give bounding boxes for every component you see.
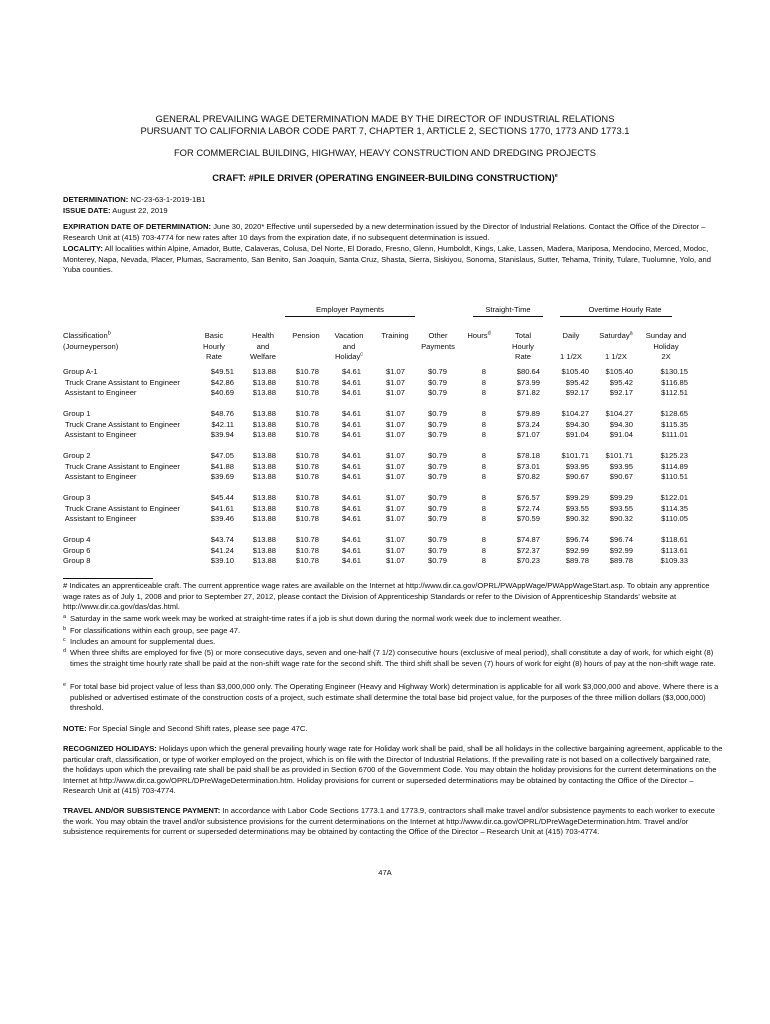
- footnote-b-mark: b: [63, 626, 67, 632]
- row-classification: Assistant to Engineer: [63, 472, 137, 481]
- cell-hours: 8: [481, 378, 486, 387]
- row-classification: Truck Crane Assistant to Engineer: [63, 420, 180, 429]
- footnote-e-mark: e: [63, 682, 67, 688]
- cell-training: $1.07: [385, 556, 405, 565]
- col-total-l2: Hourly: [512, 341, 534, 351]
- cell-saturday: $90.32: [609, 514, 633, 523]
- cell-pension: $10.78: [295, 420, 319, 429]
- cell-basic: $39.69: [210, 472, 234, 481]
- cell-saturday: $92.17: [609, 388, 633, 397]
- cell-training: $1.07: [385, 462, 405, 471]
- header-line-1: GENERAL PREVAILING WAGE DETERMINATION MADE BY THE DIRECTOR OF INDUSTRIAL RELATIONS: [155, 113, 615, 124]
- cell-other: $0.79: [427, 556, 447, 565]
- cell-sunday: $128.65: [660, 409, 688, 418]
- travel-value: In accordance with Labor Code Sections 1773.1 and 1773.9, contractors shall make travel and/or subsistence payments to each worker to execute the work. You may obtain the travel and/or subsistence provisions for the current determinations on the Internet at http://www.dir.ca.gov/OPRL/DPreWageDetermination.htm. Travel and/or subsistence requirements for current or superseded determinations may be obtained by contacting the Office of the Director – Research Unit at (415) 703-4774.: [63, 806, 715, 837]
- cell-daily: $101.71: [561, 451, 589, 460]
- cell-daily: $96.74: [565, 535, 589, 544]
- cell-health: $13.88: [252, 535, 276, 544]
- row-classification: Truck Crane Assistant to Engineer: [63, 462, 180, 471]
- cell-training: $1.07: [385, 388, 405, 397]
- cell-saturday: $91.04: [609, 430, 633, 439]
- cell-training: $1.07: [385, 378, 405, 387]
- col-basic-l2: Hourly: [203, 341, 225, 351]
- cell-training: $1.07: [385, 409, 405, 418]
- overtime-header: Overtime Hourly Rate: [588, 305, 662, 314]
- cell-saturday: $104.27: [605, 409, 633, 418]
- issue-date-value: August 22, 2019: [112, 206, 168, 215]
- footnote-b-text: For classifications within each group, see page 47.: [70, 626, 241, 635]
- col-health-l1: Health: [252, 331, 274, 340]
- col-daily-l2: [551, 342, 591, 353]
- issue-date-label: ISSUE DATE:: [63, 206, 111, 215]
- col-health-l2: and: [256, 341, 270, 351]
- cell-pension: $10.78: [295, 514, 319, 523]
- cell-health: $13.88: [252, 388, 276, 397]
- cell-other: $0.79: [427, 451, 447, 460]
- cell-saturday: $96.74: [609, 535, 633, 544]
- cell-pension: $10.78: [295, 504, 319, 513]
- table-row: [63, 430, 723, 441]
- row-classification: Group 3: [63, 493, 91, 502]
- locality-paragraph: [63, 244, 723, 276]
- cell-health: $13.88: [252, 409, 276, 418]
- cell-other: $0.79: [427, 378, 447, 387]
- cell-hours: 8: [481, 462, 486, 471]
- col-sunday-l2: Holiday: [653, 341, 679, 351]
- table-row: [63, 451, 723, 462]
- cell-pension: $10.78: [295, 535, 319, 544]
- col-vacation-l1: Vacation: [334, 331, 364, 340]
- cell-pension: $10.78: [295, 367, 319, 376]
- cell-health: $13.88: [252, 504, 276, 513]
- holidays-paragraph: [63, 744, 723, 797]
- cell-other: $0.79: [427, 420, 447, 429]
- cell-vacation: $4.61: [341, 388, 361, 397]
- cell-hours: 8: [481, 504, 486, 513]
- cell-daily: $104.27: [561, 409, 589, 418]
- cell-total: $73.99: [516, 378, 540, 387]
- footnote-e: [63, 682, 723, 714]
- cell-vacation: $4.61: [341, 556, 361, 565]
- cell-training: $1.07: [385, 420, 405, 429]
- footnote-a: [63, 614, 723, 625]
- cell-total: $74.87: [516, 535, 540, 544]
- footnote-c-text: Includes an amount for supplemental dues.: [70, 637, 216, 646]
- row-classification: Truck Crane Assistant to Engineer: [63, 378, 180, 387]
- col-daily-l3: 1 1/2X: [560, 352, 582, 362]
- cell-health: $13.88: [252, 420, 276, 429]
- table-row: [63, 420, 723, 431]
- cell-total: $73.24: [516, 420, 540, 429]
- determination-label: DETERMINATION:: [63, 195, 129, 204]
- cell-health: $13.88: [252, 451, 276, 460]
- cell-vacation: $4.61: [341, 493, 361, 502]
- col-vacation-l3: Holiday: [334, 352, 361, 362]
- cell-total: $70.23: [516, 556, 540, 565]
- cell-training: $1.07: [385, 472, 405, 481]
- col-classification-sup: b: [107, 330, 111, 337]
- cell-hours: 8: [481, 430, 486, 439]
- col-other-l2: Payments: [421, 341, 455, 351]
- cell-saturday: $92.99: [609, 546, 633, 555]
- footnote-d-mark: d: [63, 648, 67, 654]
- cell-daily: $90.67: [565, 472, 589, 481]
- cell-vacation: $4.61: [341, 472, 361, 481]
- table-row: [63, 462, 723, 473]
- cell-training: $1.07: [385, 535, 405, 544]
- table-row: [63, 493, 723, 504]
- cell-health: $13.88: [252, 367, 276, 376]
- col-other-l1: Other: [428, 331, 448, 340]
- cell-pension: $10.78: [295, 556, 319, 565]
- cell-other: $0.79: [427, 472, 447, 481]
- col-total-l1: Total: [514, 331, 532, 340]
- cell-saturday: $101.71: [605, 451, 633, 460]
- cell-health: $13.88: [252, 378, 276, 387]
- cell-other: $0.79: [427, 430, 447, 439]
- cell-hours: 8: [481, 367, 486, 376]
- col-saturday-l2: [593, 342, 639, 353]
- cell-pension: $10.78: [295, 451, 319, 460]
- cell-daily: $89.78: [565, 556, 589, 565]
- col-other: [415, 331, 461, 352]
- footnote-rule: [63, 578, 153, 579]
- cell-total: $78.18: [516, 451, 540, 460]
- cell-sunday: $125.23: [660, 451, 688, 460]
- row-classification: Group 1: [63, 409, 91, 418]
- travel-label: TRAVEL AND/OR SUBSISTENCE PAYMENT:: [63, 806, 221, 815]
- col-saturday-l1: Saturday: [599, 331, 630, 340]
- cell-basic: $41.24: [210, 546, 234, 555]
- cell-daily: $92.99: [565, 546, 589, 555]
- determination-value: NC-23-63-1-2019-1B1: [130, 195, 206, 204]
- footnote-d-text: When three shifts are employed for five (5) or more consecutive days, seven and one-half (7 1/2) consecutive hours (exclusive of meal period), shall constitute a day of work, for which eight (8) times the straight time hourly rate shall be paid at the non-shift wage rate for the second shift. The third shift shall be seven (7) hours of work for eight (8) hours of pay at the non-shift wage rate.: [70, 648, 716, 668]
- col-basic-l3: Rate: [205, 352, 223, 362]
- cell-sunday: $109.33: [660, 556, 688, 565]
- cell-vacation: $4.61: [341, 367, 361, 376]
- col-health-l3: Welfare: [249, 352, 277, 362]
- cell-pension: $10.78: [295, 388, 319, 397]
- cell-vacation: $4.61: [341, 462, 361, 471]
- cell-health: $13.88: [252, 462, 276, 471]
- cell-sunday: $130.15: [660, 367, 688, 376]
- table-row: [63, 556, 723, 567]
- cell-health: $13.88: [252, 430, 276, 439]
- cell-vacation: $4.61: [341, 504, 361, 513]
- craft-text: CRAFT: #PILE DRIVER (OPERATING ENGINEER-BUILDING CONSTRUCTION): [212, 172, 555, 183]
- cell-total: $73.01: [516, 462, 540, 471]
- cell-sunday: $122.01: [660, 493, 688, 502]
- cell-basic: $42.11: [211, 420, 234, 429]
- col-daily: [551, 331, 591, 363]
- cell-basic: $41.88: [210, 462, 234, 471]
- cell-saturday: $93.95: [609, 462, 633, 471]
- cell-basic: $49.51: [210, 367, 234, 376]
- cell-daily: $99.29: [565, 493, 589, 502]
- cell-other: $0.79: [427, 535, 447, 544]
- cell-other: $0.79: [427, 546, 447, 555]
- cell-pension: $10.78: [295, 462, 319, 471]
- col-basic-l1: Basic: [204, 331, 224, 340]
- col-sunday: [641, 331, 691, 363]
- col-training-l1: Training: [381, 331, 409, 340]
- col-classification: [63, 331, 193, 352]
- issue-date-line: [63, 206, 723, 217]
- straight-time-rule: [473, 316, 543, 317]
- table-row: [63, 535, 723, 546]
- cell-hours: 8: [481, 409, 486, 418]
- cell-total: $70.59: [516, 514, 540, 523]
- col-basic: [194, 331, 234, 363]
- cell-basic: $43.74: [210, 535, 234, 544]
- cell-sunday: $118.61: [661, 535, 688, 544]
- cell-total: $70.82: [516, 472, 540, 481]
- cell-sunday: $111.01: [661, 430, 688, 439]
- cell-basic: $39.94: [210, 430, 234, 439]
- cell-training: $1.07: [385, 504, 405, 513]
- cell-vacation: $4.61: [341, 430, 361, 439]
- table-row: [63, 378, 723, 389]
- cell-basic: $48.76: [210, 409, 234, 418]
- cell-hours: 8: [481, 420, 486, 429]
- col-hours-l1: Hours: [467, 331, 488, 340]
- cell-total: $71.82: [516, 388, 540, 397]
- row-classification: Group 8: [63, 556, 91, 565]
- col-total: [503, 331, 543, 363]
- employer-payments-rule: [285, 316, 415, 317]
- cell-hours: 8: [481, 514, 486, 523]
- straight-time-header: Straight-Time: [485, 305, 531, 314]
- col-saturday: [593, 331, 639, 363]
- cell-daily: $90.32: [565, 514, 589, 523]
- employer-payments-header: Employer Payments: [316, 305, 384, 314]
- cell-basic: $42.86: [210, 378, 234, 387]
- page-number: 47A: [378, 868, 392, 877]
- cell-pension: $10.78: [295, 493, 319, 502]
- cell-daily: $105.40: [561, 367, 589, 376]
- cell-training: $1.07: [385, 430, 405, 439]
- cell-training: $1.07: [385, 546, 405, 555]
- note-value: For Special Single and Second Shift rates, please see page 47C.: [88, 724, 308, 733]
- cell-training: $1.07: [385, 514, 405, 523]
- col-pension: [284, 331, 328, 342]
- holidays-label: RECOGNIZED HOLIDAYS:: [63, 744, 157, 753]
- cell-sunday: $110.51: [661, 472, 688, 481]
- cell-sunday: $114.35: [661, 504, 688, 513]
- expiration-paragraph: [63, 222, 723, 243]
- col-vacation-l2: and: [342, 341, 356, 351]
- cell-health: $13.88: [252, 556, 276, 565]
- cell-total: $76.57: [516, 493, 540, 502]
- determination-line: [63, 195, 723, 206]
- cell-basic: $39.10: [210, 556, 234, 565]
- row-classification: Group 2: [63, 451, 91, 460]
- cell-pension: $10.78: [295, 472, 319, 481]
- col-hours: [461, 331, 497, 342]
- cell-saturday: $99.29: [609, 493, 633, 502]
- cell-health: $13.88: [252, 514, 276, 523]
- header-line-2: PURSUANT TO CALIFORNIA LABOR CODE PART 7, CHAPTER 1, ARTICLE 2, SECTIONS 1770, 1773 AND 1773.1: [140, 125, 630, 136]
- cell-health: $13.88: [252, 493, 276, 502]
- table-row: [63, 388, 723, 399]
- cell-pension: $10.78: [295, 378, 319, 387]
- cell-hours: 8: [481, 472, 486, 481]
- cell-vacation: $4.61: [341, 514, 361, 523]
- cell-daily: $94.30: [565, 420, 589, 429]
- cell-other: $0.79: [427, 367, 447, 376]
- table-row: [63, 472, 723, 483]
- cell-hours: 8: [481, 535, 486, 544]
- footnote-e-text: For total base bid project value of less than $3,000,000 only. The Operating Engineer (Heavy and Highway Work) determination is applicable for all work $3,000,000 and above. Where there is a published or advertised estimate of the construction costs of a project, such estimate shall determine the total base bid project value, for the purposes of the three million dollars ($3,000,000) threshold.: [70, 682, 719, 713]
- footnote-a-text: Saturday in the same work week may be worked at straight-time rates if a job is shut down during the normal work week due to inclement weather.: [70, 614, 562, 623]
- cell-saturday: $90.67: [609, 472, 633, 481]
- col-hours-sup: d: [487, 330, 491, 337]
- expiration-label: EXPIRATION DATE OF DETERMINATION:: [63, 222, 212, 231]
- footnote-c: [63, 637, 723, 648]
- table-row: [63, 367, 723, 378]
- craft-title: [0, 172, 770, 183]
- cell-other: $0.79: [427, 504, 447, 513]
- cell-vacation: $4.61: [341, 378, 361, 387]
- cell-other: $0.79: [427, 462, 447, 471]
- cell-saturday: $94.30: [609, 420, 633, 429]
- table-row: [63, 514, 723, 525]
- note-line: [63, 724, 723, 735]
- cell-vacation: $4.61: [341, 409, 361, 418]
- cell-basic: $47.05: [210, 451, 234, 460]
- cell-hours: 8: [481, 546, 486, 555]
- cell-other: $0.79: [427, 409, 447, 418]
- cell-other: $0.79: [427, 493, 447, 502]
- cell-vacation: $4.61: [341, 535, 361, 544]
- cell-basic: $45.44: [210, 493, 234, 502]
- cell-sunday: $110.05: [661, 514, 688, 523]
- cell-basic: $40.69: [210, 388, 234, 397]
- footnote-b: [63, 626, 723, 637]
- footnote-c-mark: c: [63, 637, 66, 643]
- cell-pension: $10.78: [295, 546, 319, 555]
- cell-hours: 8: [481, 451, 486, 460]
- cell-daily: $92.17: [565, 388, 589, 397]
- table-row: [63, 409, 723, 420]
- cell-sunday: $113.61: [661, 546, 688, 555]
- col-sunday-l3: 2X: [661, 352, 671, 362]
- cell-basic: $39.46: [210, 514, 234, 523]
- locality-label: LOCALITY:: [63, 244, 103, 253]
- cell-sunday: $112.51: [661, 388, 688, 397]
- row-classification: Group A-1: [63, 367, 98, 376]
- cell-training: $1.07: [385, 451, 405, 460]
- footnote-hash: # Indicates an apprenticeable craft. The current apprentice wage rates are available on the Internet at http://www.dir.ca.gov/OPRL/PWAppWage/PWAppWageStart.asp. To obtain any apprentice wage rates as of July 1, 2008 and prior to September 27, 2012, please contact the Division of Apprenticeship Standards or refer to the Division of Apprenticeship Standards' website at http://www.dir.ca.gov/das/das.html.: [63, 581, 710, 612]
- col-health: [241, 331, 285, 363]
- cell-other: $0.79: [427, 514, 447, 523]
- row-classification: Assistant to Engineer: [63, 388, 137, 397]
- cell-hours: 8: [481, 493, 486, 502]
- footnote-a-mark: a: [63, 614, 67, 620]
- cell-basic: $41.61: [210, 504, 234, 513]
- cell-health: $13.88: [252, 546, 276, 555]
- cell-total: $79.89: [516, 409, 540, 418]
- col-classification-l1: Classification: [63, 331, 108, 340]
- header-line-3: FOR COMMERCIAL BUILDING, HIGHWAY, HEAVY CONSTRUCTION AND DREDGING PROJECTS: [173, 147, 597, 158]
- col-pension-l1: Pension: [292, 331, 320, 340]
- note-label: NOTE:: [63, 724, 87, 733]
- row-classification: Truck Crane Assistant to Engineer: [63, 504, 180, 513]
- locality-value: All localities within Alpine, Amador, Butte, Calaveras, Colusa, Del Norte, El Dorado, Fresno, Glenn, Humboldt, Kings, Lake, Lassen, Madera, Mariposa, Mendocino, Merced, Modoc, Monterey, Napa, Nevada, Placer, Plumas, Sacramento, San Benito, San Joaquin, Santa Cruz, Shasta, Sierra, Siskiyou, Sonoma, Stanislaus, Sutter, Tehama, Trinity, Tulare, Tuolumne, Yolo, and Yuba counties.: [63, 244, 711, 275]
- col-sunday-l1: Sunday and: [645, 331, 687, 340]
- cell-training: $1.07: [385, 367, 405, 376]
- col-saturday-sup: a: [629, 330, 633, 337]
- cell-total: $71.07: [516, 430, 540, 439]
- cell-vacation: $4.61: [341, 546, 361, 555]
- cell-daily: $95.42: [565, 378, 589, 387]
- cell-training: $1.07: [385, 493, 405, 502]
- overtime-rule: [560, 316, 672, 317]
- cell-daily: $93.95: [565, 462, 589, 471]
- col-saturday-l3: 1 1/2X: [605, 352, 627, 362]
- cell-total: $72.37: [516, 546, 540, 555]
- footnote-d: [63, 648, 723, 669]
- holidays-value: Holidays upon which the general prevailing hourly wage rate for Holiday work shall be paid, shall be all holidays in the collective bargaining agreement, applicable to the particular craft, classification, or type of worker employed on the project, which is on file with the Director of Industrial Relations. If the prevailing rate is not based on a collectively bargained rate, the holidays upon which the prevailing rate shall be paid shall be as provided in Section 6700 of the Government Code. You may obtain the holiday provisions for the current determinations on the Internet at http://www.dir.ca.gov/OPRL/DPreWageDetermination.htm. Holiday provisions for current or superseded determinations may be obtained by contacting the Office of the Director – Research Unit at (415) 703-4774.: [63, 744, 723, 796]
- cell-health: $13.88: [252, 472, 276, 481]
- cell-saturday: $89.78: [609, 556, 633, 565]
- col-total-l3: Rate: [514, 352, 532, 362]
- cell-pension: $10.78: [295, 430, 319, 439]
- cell-hours: 8: [481, 556, 486, 565]
- cell-vacation: $4.61: [341, 420, 361, 429]
- cell-total: $80.64: [516, 367, 540, 376]
- cell-hours: 8: [481, 388, 486, 397]
- cell-pension: $10.78: [295, 409, 319, 418]
- row-classification: Group 6: [63, 546, 91, 555]
- col-classification-l2: (Journeyperson): [63, 341, 119, 351]
- col-vacation: [326, 331, 372, 363]
- row-classification: Assistant to Engineer: [63, 514, 137, 523]
- expiration-value: June 30, 2020* Effective until superseded by a new determination issued by the Director of Industrial Relations. Contact the Office of the Director – Research Unit at (415) 703-4774 for new rates after 10 days from the expiration date, if no subsequent determination is issued.: [63, 222, 706, 242]
- cell-saturday: $93.55: [609, 504, 633, 513]
- cell-daily: $91.04: [565, 430, 589, 439]
- row-classification: Assistant to Engineer: [63, 430, 137, 439]
- table-row: [63, 504, 723, 515]
- cell-saturday: $105.40: [605, 367, 633, 376]
- cell-daily: $93.55: [565, 504, 589, 513]
- table-row: [63, 546, 723, 557]
- cell-vacation: $4.61: [341, 451, 361, 460]
- craft-superscript: e: [554, 172, 558, 179]
- cell-sunday: $116.85: [661, 378, 688, 387]
- travel-paragraph: [63, 806, 723, 838]
- cell-other: $0.79: [427, 388, 447, 397]
- cell-sunday: $114.89: [661, 462, 688, 471]
- col-training: [373, 331, 417, 342]
- row-classification: Group 4: [63, 535, 91, 544]
- col-vacation-sup: c: [360, 351, 364, 358]
- cell-saturday: $95.42: [609, 378, 633, 387]
- cell-total: $72.74: [516, 504, 540, 513]
- cell-sunday: $115.35: [661, 420, 688, 429]
- col-daily-l1: Daily: [562, 331, 580, 340]
